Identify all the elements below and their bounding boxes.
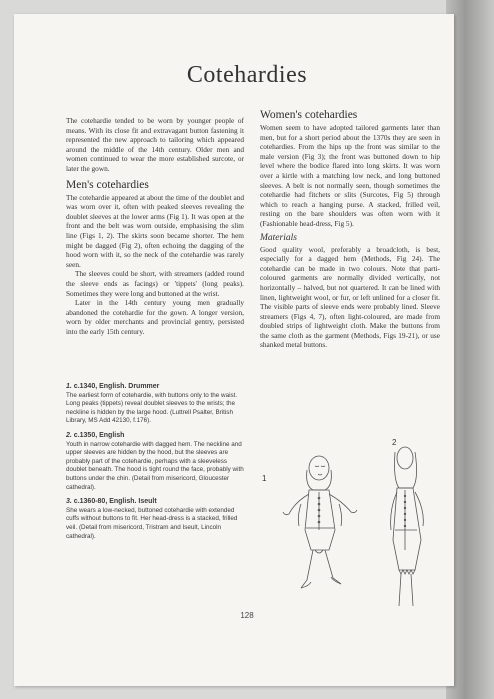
caption-heading: c.1350, English (73, 431, 125, 439)
caption-heading: c.1340, English. Drummer (73, 383, 160, 390)
intro-paragraph: The cotehardie tended to be worn by younger people of means. With its close fit and extravagant button fastening it represented the new approach to tailoring which appeared around the middle of the 14th century. Older men and women continued to wear the more established surcote, or later the gown. (66, 116, 244, 173)
figure-2-label: 2 (392, 438, 397, 447)
page-title: Cotehardies (186, 62, 308, 88)
caption-number: 3. (66, 498, 72, 506)
caption-text: Youth in narrow cotehardie with dagged hem. The neckline and upper sleeves are hidden by the hood, but the sleeves are probably part of the cotehardie, perhaps with a sleeveless doublet beneath. The hood is tight round the face, probably with buttons under the chin. (Detail from misericord, Gloucester cathedral). (66, 440, 244, 491)
caption-heading: c.1360-80, English. Iseult (73, 498, 157, 506)
left-column (66, 116, 244, 336)
figure-captions (66, 383, 244, 547)
costume-illustration (255, 430, 445, 620)
materials-paragraph: Good quality wool, preferably a broadcloth, is best, especially for a dagged hem (Methods, Fig 24). The cotehardie can be made in two colours. Note that parti-coloured garments are normally divided vertically, not horizontally – halved, but not quartered. It can be lined with linen, lightweight wool, or fur, or left unlined for a closer fit. The visible parts of sleeve ends were probably lined. Sleeve streamers (Figs 4, 7), often light-coloured, are made from doubled strips of lightweight cloth. Make the buttons from the same cloth as the garment (Methods, Figs 19-21), or use shanked metal buttons. (260, 244, 440, 350)
drummer-figure (283, 456, 357, 588)
mens-paragraph-2: The sleeves could be short, with streamers (added round the sleeve ends as facings) or 'tippets' (long peaks). Sometimes they were long and buttoned at the wrist. (66, 269, 244, 298)
mens-paragraph-3: Later in the 14th century young men gradually abandoned the cotehardie for the gown. A longer version, worn by older merchants and provincial gentry, persisted into the early 15th century. (66, 298, 244, 336)
caption-number: 2. (66, 431, 72, 439)
right-column (260, 108, 440, 350)
caption-title (66, 498, 244, 507)
mens-paragraph-1: The cotehardie appeared at about the time of the doublet and was worn over it, often with peaked sleeves revealing the doublet sleeves at the lower arms (Fig 1). It was open at the front and the belt was worn outside, emphasising the slim line (Figs 1, 2). The skirts soon became shorter. The hem might be dagged (Fig 2), often echoing the dagging of the hood worn with it, so the neck of the cotehardie was rarely seen. (66, 192, 244, 269)
caption-text: The earliest form of cotehardie, with buttons only to the waist. Long peaks (tippets) reveal doublet sleeves to the wrists; the neckline is hidden by the large hood. (Luttrell Psalter, British Library, MS Add 42130, f.176). (66, 391, 238, 425)
womens-heading: Women's cotehardies (260, 109, 358, 121)
mens-heading: Men's cotehardies (66, 178, 149, 191)
page-number: 128 (240, 611, 254, 620)
caption-title (66, 432, 244, 441)
youth-figure (391, 447, 424, 606)
caption-text: She wears a low-necked, buttoned cotehardie with extended cuffs without buttons to fit. Her head-dress is a stacked, frilled veil. (Detail from misericord, Tristram and Iseult, Lincoln cathedral). (66, 506, 238, 540)
caption-3 (66, 498, 244, 541)
caption-2 (66, 432, 244, 492)
caption-title (66, 383, 244, 392)
materials-heading: Materials (260, 232, 297, 243)
caption-1 (66, 383, 244, 426)
womens-paragraph: Women seem to have adopted tailored garments later than men, but for a short period about the 1370s they are seen in cotehardies. From the hips up the front was similar to the male version (Fig 3); the front was buttoned down to hip level where the bodice flared into long skirts. It was worn over a kirtle with a matching low neck, and long buttoned sleeves. A belt is not normally seen, though sometimes the cotehardie had fitchets or slits (Surcotes, Fig 5) through which to reach a hanging purse. A stacked, frilled veil, resting on the bare shoulders was often worn with it (Fashionable head-dress, Fig 5). (260, 123, 440, 228)
figure-1-label: 1 (262, 474, 267, 483)
caption-number: 1. (66, 383, 72, 390)
